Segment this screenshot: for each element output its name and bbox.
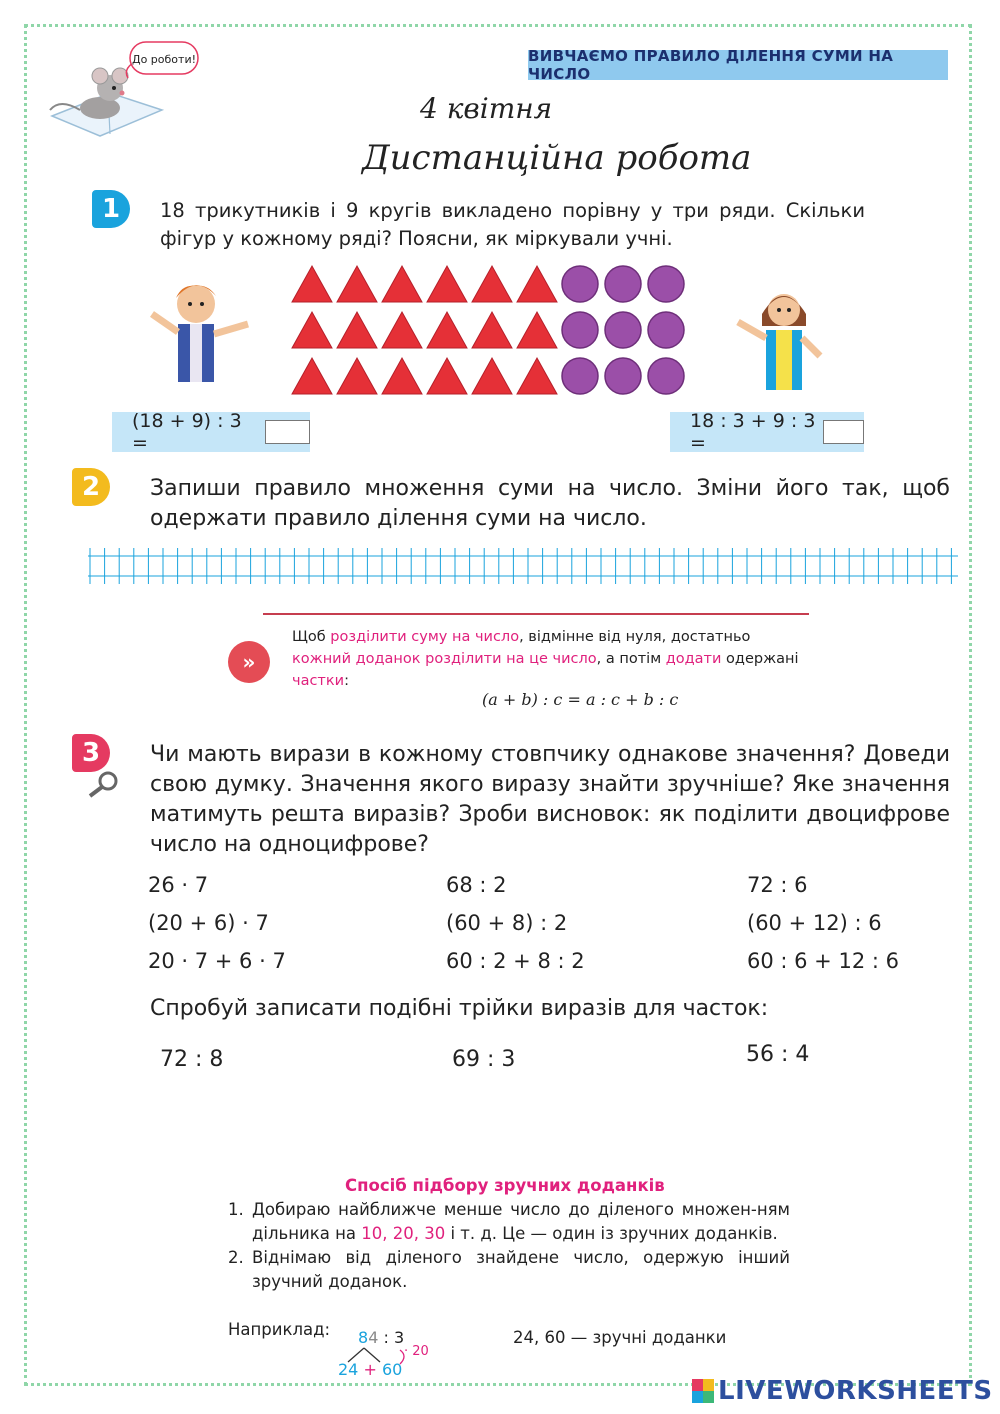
expr-col1-row3: 20 · 7 + 6 · 7 (148, 949, 286, 973)
triangle (472, 312, 512, 348)
triangle (337, 312, 377, 348)
circle (562, 266, 598, 302)
boy-illustration-icon (138, 272, 258, 384)
equation-left-text: (18 + 9) : 3 = (132, 410, 242, 454)
triangle (472, 358, 512, 394)
expr-col3-row3: 60 : 6 + 12 : 6 (747, 949, 899, 973)
example-parts: 24 + 60 (338, 1360, 403, 1379)
expr-col3-row2: (60 + 12) : 6 (747, 911, 882, 935)
example-note: 24, 60 — зручні доданки (513, 1328, 727, 1347)
triangle (472, 266, 512, 302)
handwritten-subtitle: Дистанційна робота (362, 138, 752, 178)
expr-col2-row1: 68 : 2 (446, 873, 507, 897)
triangle (427, 266, 467, 302)
mouse-mascot-icon (40, 38, 210, 143)
triangle (292, 266, 332, 302)
quotient-2: 69 : 3 (452, 1047, 516, 1072)
method-step-1: 1. Добираю найближче менше число до діленого множен-ням дільника на 10, 20, 30 і т. д. Це — один із зручних доданків. (228, 1200, 790, 1243)
handwritten-date: 4 квітня (420, 92, 553, 125)
triangle (382, 266, 422, 302)
method-list (228, 1198, 790, 1294)
mascot-bubble-text: До роботи! (131, 53, 197, 66)
task-3-text: Чи мають вирази в кожному стовпчику однакове значення? Доведи свою думку. Значення якого виразу знайти зручніше? Яке значення матимуть решта виразів? Зроби висновок: як поділити двоцифрове число на одноцифрове? (150, 742, 950, 857)
quotient-3: 56 : 4 (746, 1042, 810, 1067)
expr-col3-row1: 72 : 6 (747, 873, 808, 897)
equation-right-text: 18 : 3 + 9 : 3 = (690, 410, 816, 454)
method-step-2: 2. Віднімаю від діленого знайдене число, одержую інший зручний доданок. (228, 1248, 790, 1291)
expr-col2-row3: 60 : 2 + 8 : 2 (446, 949, 585, 973)
equation-right (670, 412, 864, 452)
circle (648, 312, 684, 348)
example-label: Наприклад: (228, 1320, 331, 1339)
topic-badge: ВИВЧАЄМО ПРАВИЛО ДІЛЕННЯ СУМИ НА ЧИСЛО (528, 50, 948, 80)
task-3-number: 3 (72, 734, 110, 772)
triangle (382, 358, 422, 394)
circle (605, 358, 641, 394)
triangle (337, 266, 377, 302)
task-1-text: 18 трикутників і 9 кругів викладено порівну у три ряди. Скільки фігур у кожному ряді? Поясни, як міркували учні. (160, 199, 865, 250)
triangle (382, 312, 422, 348)
try-instruction: Спробуй записати подібні трійки виразів для часток: (150, 996, 769, 1021)
task-1-number: 1 (92, 190, 130, 228)
circle (562, 358, 598, 394)
expr-col2-row2: (60 + 8) : 2 (446, 911, 568, 935)
triangle (517, 358, 557, 394)
liveworksheets-logo[interactable] (692, 1376, 993, 1406)
quotient-1: 72 : 8 (160, 1047, 224, 1072)
rule-formula: (a + b) : c = a : c + b : c (482, 690, 679, 709)
circle (562, 312, 598, 348)
rule-text: Щоб розділити суму на число, відмінне від нуля, достатньо кожний доданок розділити на це число, а потім додати одержані частки: (292, 629, 799, 689)
triangle (517, 312, 557, 348)
equation-left (112, 412, 310, 452)
girl-illustration-icon (732, 278, 832, 392)
writing-grid[interactable] (88, 548, 958, 584)
triangle (292, 312, 332, 348)
method-title: Спосіб підбору зручних доданків (345, 1176, 665, 1195)
expr-col1-row2: (20 + 6) · 7 (148, 911, 269, 935)
circle (605, 312, 641, 348)
triangle (427, 312, 467, 348)
rule-arrows-icon: » (228, 641, 270, 683)
answer-input-left[interactable] (265, 420, 310, 444)
liveworksheets-icon (692, 1379, 714, 1403)
triangle (292, 358, 332, 394)
task-2-number: 2 (72, 468, 110, 506)
circle (648, 266, 684, 302)
expr-col1-row1: 26 · 7 (148, 873, 209, 897)
triangle (427, 358, 467, 394)
shapes-figure (290, 262, 690, 400)
answer-input-right[interactable] (823, 420, 864, 444)
example-multiplier: · 20 (404, 1344, 429, 1359)
task-2-text: Запиши правило множення суми на число. Зміни його так, щоб одержати правило ділення суми на число. (150, 476, 950, 531)
circle (605, 266, 641, 302)
circle (648, 358, 684, 394)
example-expression: 84 : 3 (358, 1328, 405, 1347)
rule-divider (263, 613, 809, 615)
footer-brand: LIVEWORKSHEETS (718, 1376, 993, 1406)
triangle (337, 358, 377, 394)
triangle (517, 266, 557, 302)
magnifier-icon (86, 770, 122, 798)
